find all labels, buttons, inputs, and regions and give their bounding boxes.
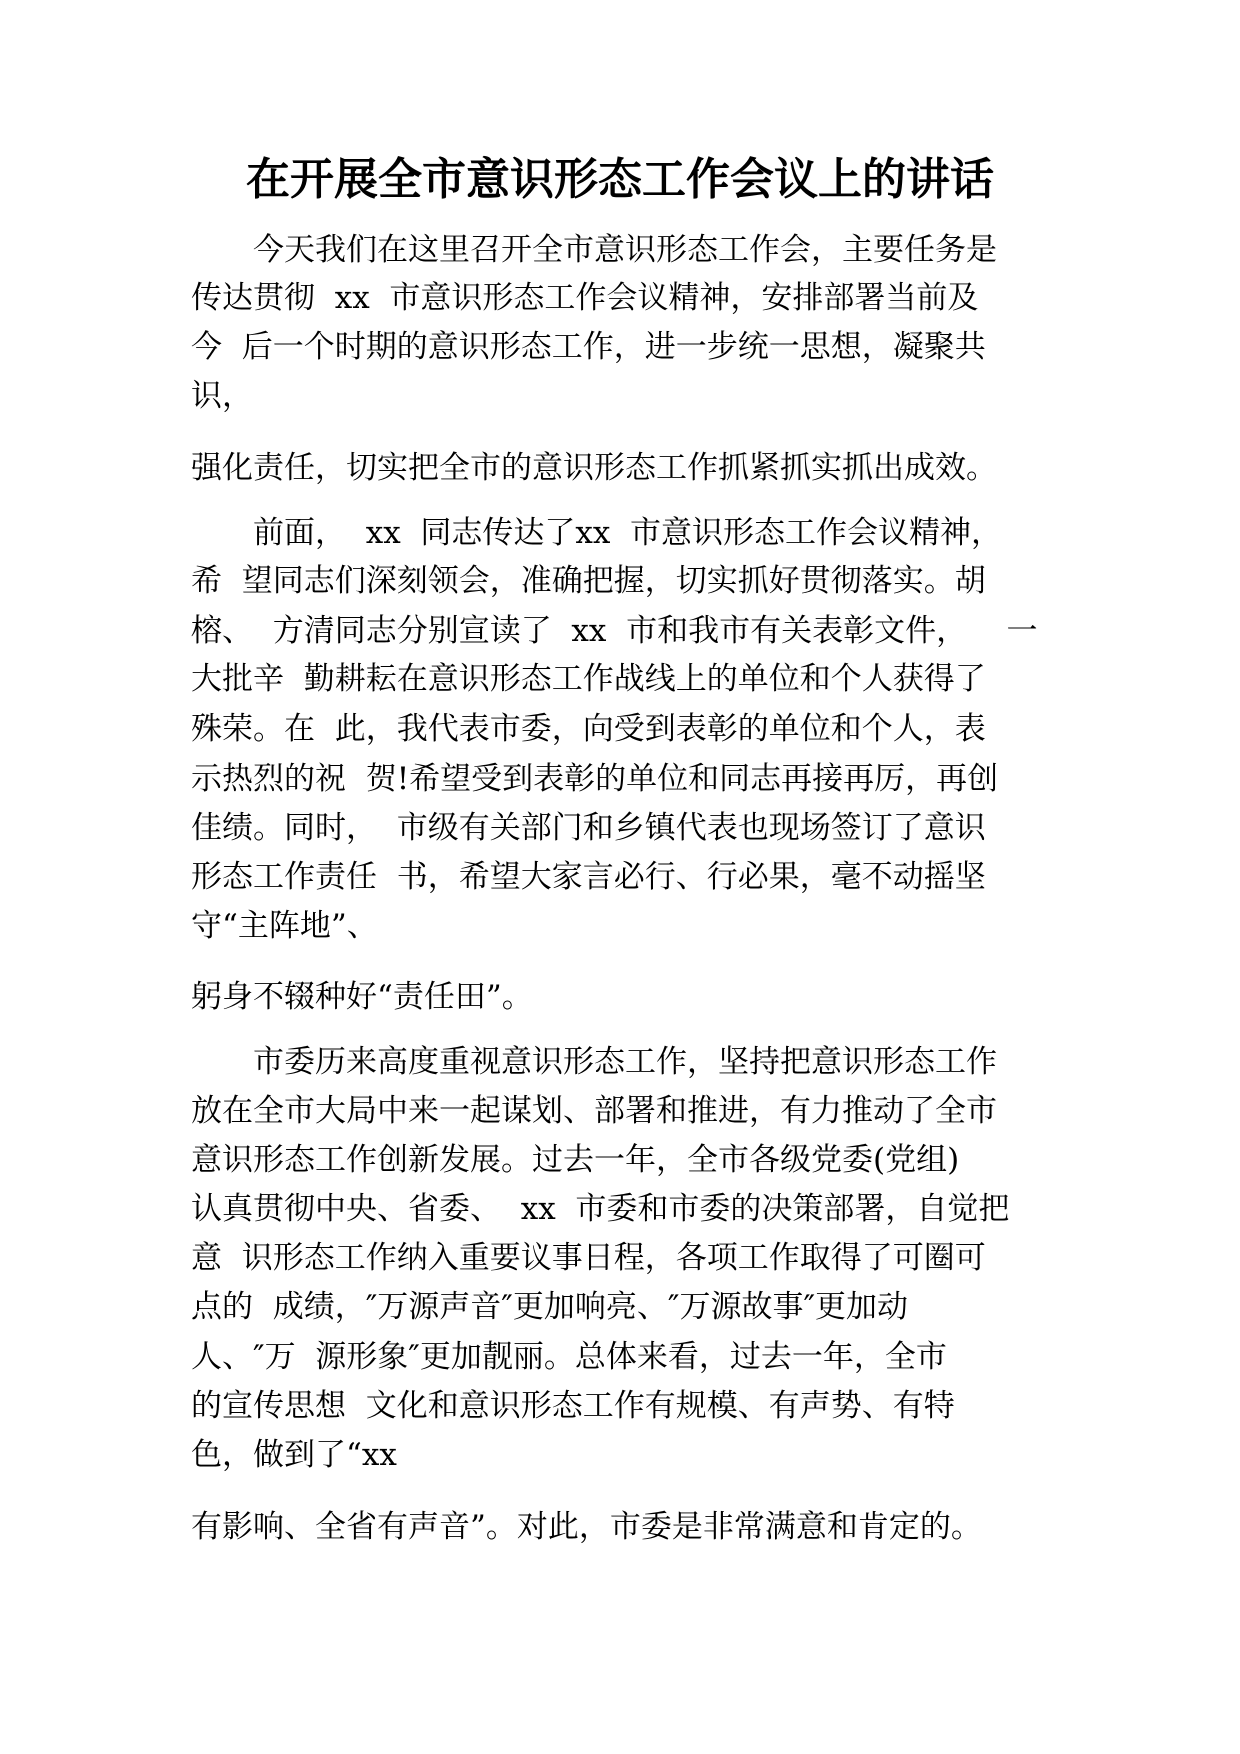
text-line: 殊荣。在 此，我代表市委，向受到表彰的单位和个人，表 xyxy=(191,711,986,747)
text-line: 人、″万 源形象″更加靓丽。总体来看，过去一年，全市 xyxy=(191,1339,947,1375)
text-line: 点的 成绩，″万源声音″更加响亮、″万源故事″更加动 xyxy=(191,1289,909,1325)
text-line: 认真贯彻中央、省委、 xx 市委和市委的决策部署，自觉把 xyxy=(191,1191,1010,1227)
text-line: 今天我们在这里召开全市意识形态工作会，主要任务是 xyxy=(191,232,997,268)
document-title: 在开展全市意识形态工作会议上的讲话 xyxy=(246,154,994,205)
text-line: 放在全市大局中来一起谋划、部署和推进，有力推动了全市 xyxy=(191,1093,997,1129)
text-line: 意 识形态工作纳入重要议事日程，各项工作取得了可圈可 xyxy=(191,1240,986,1276)
text-line: 识， xyxy=(191,378,253,414)
text-line: 躬身不辍种好“责任田”。 xyxy=(191,979,533,1015)
text-line: 今 后一个时期的意识形态工作，进一步统一思想，凝聚共 xyxy=(191,329,986,365)
text-line: 榕、 方清同志分别宣读了 xx 市和我市有关表彰文件， 一 xyxy=(191,613,1038,649)
text-line: 强化责任，切实把全市的意识形态工作抓紧抓实抓出成效。 xyxy=(191,450,997,486)
text-line: 有影响、全省有声音”。对此，市委是非常满意和肯定的。 xyxy=(191,1509,982,1545)
text-line: 意识形态工作创新发展。过去一年，全市各级党委(党组) xyxy=(191,1142,960,1178)
text-line: 守“主阵地”、 xyxy=(191,908,378,944)
text-line: 色，做到了“xx xyxy=(191,1437,397,1473)
text-line: 示热烈的祝 贺!希望受到表彰的单位和同志再接再厉，再创 xyxy=(191,761,999,797)
text-line: 形态工作责任 书，希望大家言必行、行必果，毫不动摇坚 xyxy=(191,859,986,895)
text-line: 传达贯彻 xx 市意识形态工作会议精神，安排部署当前及 xyxy=(191,280,979,316)
text-line: 希 望同志们深刻领会，准确把握，切实抓好贯彻落实。胡 xyxy=(191,563,986,599)
text-line: 市委历来高度重视意识形态工作，坚持把意识形态工作 xyxy=(191,1044,997,1080)
text-line: 大批辛 勤耕耘在意识形态工作战线上的单位和个人获得了 xyxy=(191,661,986,697)
text-line: 的宣传思想 文化和意识形态工作有规模、有声势、有特 xyxy=(191,1388,955,1424)
text-line: 佳绩。同时， 市级有关部门和乡镇代表也现场签订了意识 xyxy=(191,810,986,846)
text-line: 前面， xx 同志传达了xx 市意识形态工作会议精神， xyxy=(191,515,1003,551)
